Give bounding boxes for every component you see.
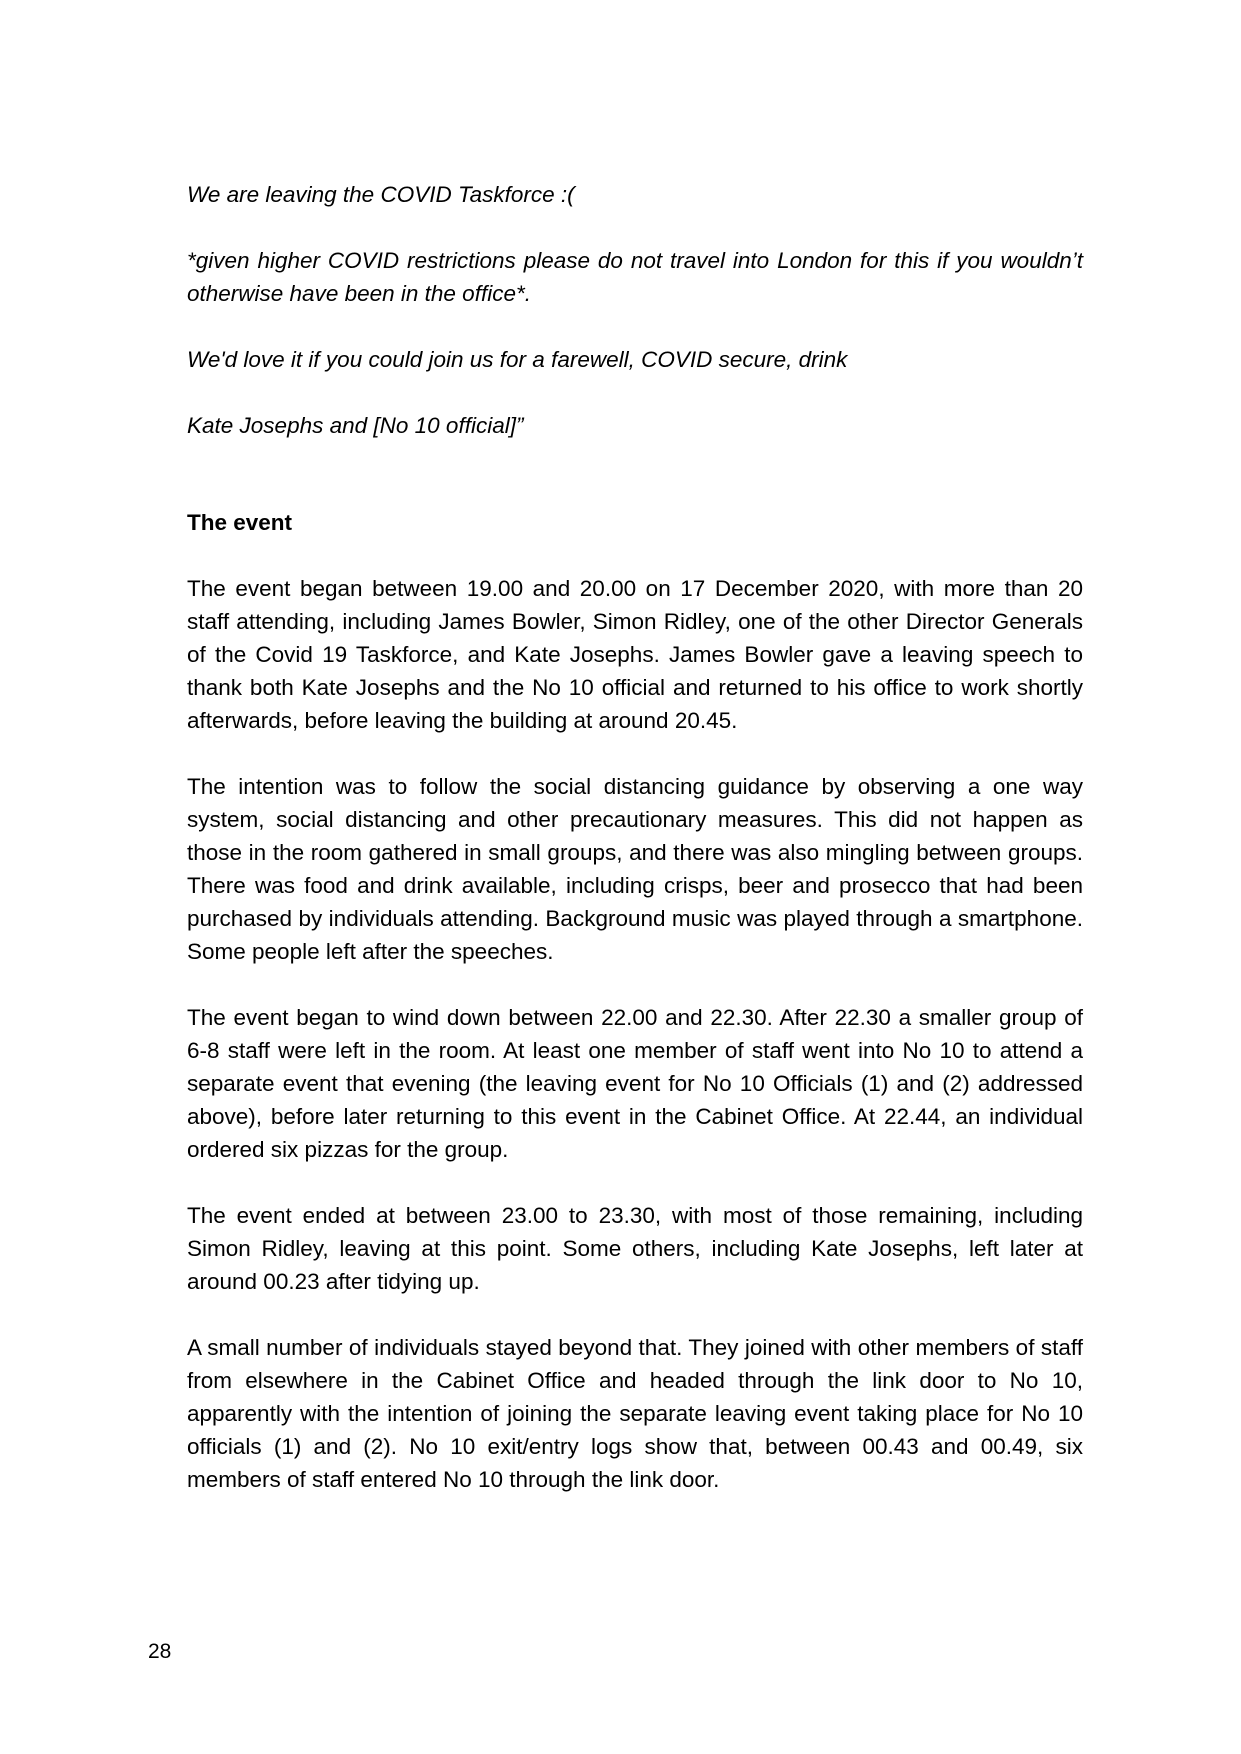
body-paragraph: A small number of individuals stayed beyond that. They joined with other members of staff from elsewhere in the Cabinet Office and headed through the link door to No 10, apparently with the intention of joining the separate leaving event taking place for No 10 officials (1) and (2). No 10 exit/entry logs show that, between 00.43 and 00.49, six members of staff entered No 10 through the link door.: [187, 1335, 1083, 1492]
section-heading: The event: [187, 510, 293, 535]
body-paragraph: The event began between 19.00 and 20.00 on 17 December 2020, with more than 20 staff attending, including James Bowler, Simon Ridley, one of the other Director Generals of the Covid 19 Taskforce, and Kate Josephs. James Bowler gave a leaving speech to thank both Kate Josephs and the No 10 official and returned to his office to work shortly afterwards, before leaving the building at around 20.45.: [187, 576, 1083, 733]
quoted-email-line: *given higher COVID restrictions please do not travel into London for this if you wouldn’t otherwise have been in the office*.: [187, 248, 1083, 306]
quoted-email-line: Kate Josephs and [No 10 official]”: [187, 413, 524, 438]
page-number: 28: [148, 1640, 172, 1663]
body-paragraph: The event began to wind down between 22.00 and 22.30. After 22.30 a smaller group of 6-8 staff were left in the room. At least one member of staff went into No 10 to attend a separate event that evening (the leaving event for No 10 Officials (1) and (2) addressed above), before later returning to this event in the Cabinet Office. At 22.44, an individual ordered six pizzas for the group.: [187, 1005, 1083, 1162]
quoted-email-line: We'd love it if you could join us for a farewell, COVID secure, drink: [187, 347, 848, 372]
body-paragraph: The intention was to follow the social distancing guidance by observing a one way system, social distancing and other precautionary measures. This did not happen as those in the room gathered in small groups, and there was also mingling between groups. There was food and drink available, including crisps, beer and prosecco that had been purchased by individuals attending. Background music was played through a smartphone. Some people left after the speeches.: [187, 774, 1083, 964]
page-content: [187, 178, 1083, 1529]
quoted-email-line: We are leaving the COVID Taskforce :(: [187, 182, 575, 207]
body-paragraph: The event ended at between 23.00 to 23.30, with most of those remaining, including Simon Ridley, leaving at this point. Some others, including Kate Josephs, left later at around 00.23 after tidying up.: [187, 1203, 1083, 1294]
